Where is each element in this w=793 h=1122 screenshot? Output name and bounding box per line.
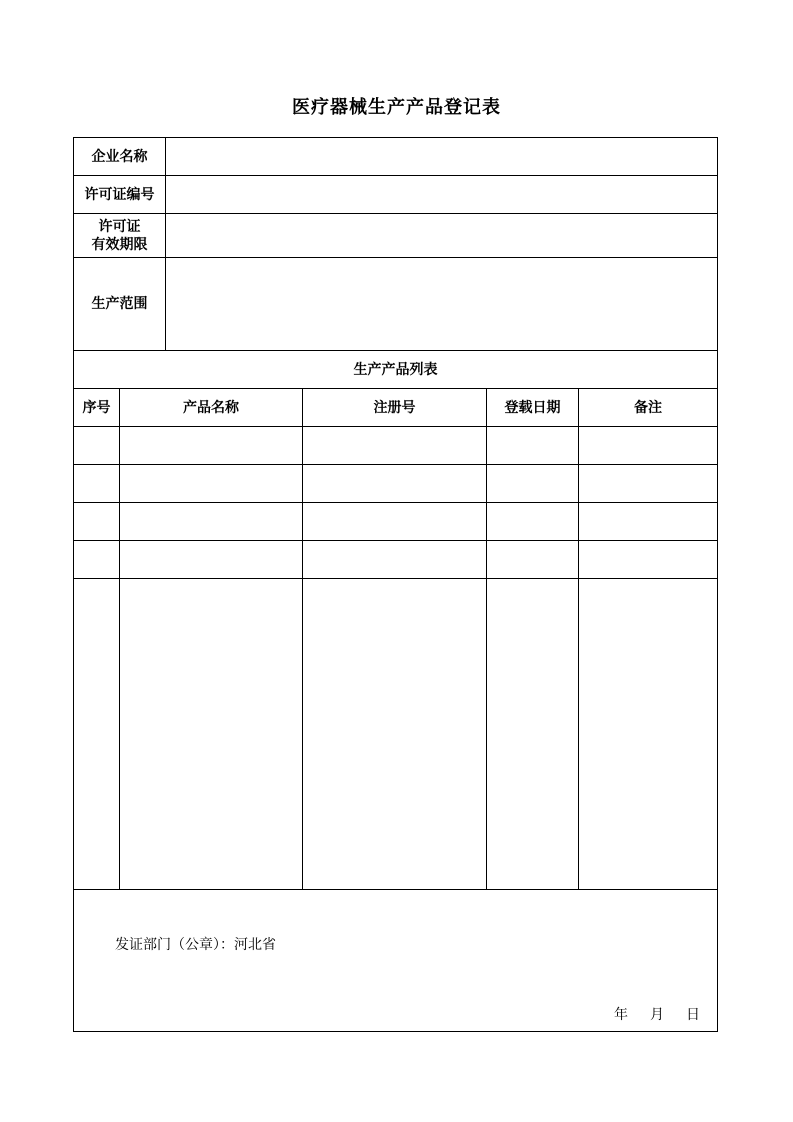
column-header-remarks: 备注 <box>634 399 662 416</box>
row-divider <box>74 889 717 890</box>
production-scope-field[interactable] <box>166 258 717 350</box>
table-row[interactable] <box>74 503 717 540</box>
license-validity-field[interactable] <box>166 214 717 257</box>
column-header-serial: 序号 <box>82 399 111 416</box>
table-row[interactable] <box>74 541 717 578</box>
production-scope-label: 生产范围 <box>91 296 148 312</box>
date-month: 月 <box>650 1007 664 1023</box>
form-title: 医疗器械生产产品登记表 <box>292 97 501 118</box>
company-name-label: 企业名称 <box>91 148 148 165</box>
date-year: 年 <box>614 1007 628 1023</box>
table-row[interactable] <box>74 579 717 889</box>
column-header-listed-date: 登载日期 <box>504 399 561 416</box>
license-number-label: 许可证编号 <box>84 186 155 203</box>
table-row[interactable] <box>74 465 717 502</box>
issue-date <box>614 1004 700 1024</box>
table-row[interactable] <box>74 427 717 464</box>
registration-form <box>73 137 718 1032</box>
license-validity-label: 许可证 有效期限 <box>91 218 148 253</box>
product-list-heading: 生产产品列表 <box>353 361 438 378</box>
column-header-product-name: 产品名称 <box>183 399 239 416</box>
company-name-field[interactable] <box>166 138 717 175</box>
column-header-registration-no: 注册号 <box>373 399 416 416</box>
license-number-field[interactable] <box>166 176 717 213</box>
date-day: 日 <box>686 1007 700 1023</box>
issuing-department: 发证部门（公章）：河北省 <box>115 937 276 953</box>
